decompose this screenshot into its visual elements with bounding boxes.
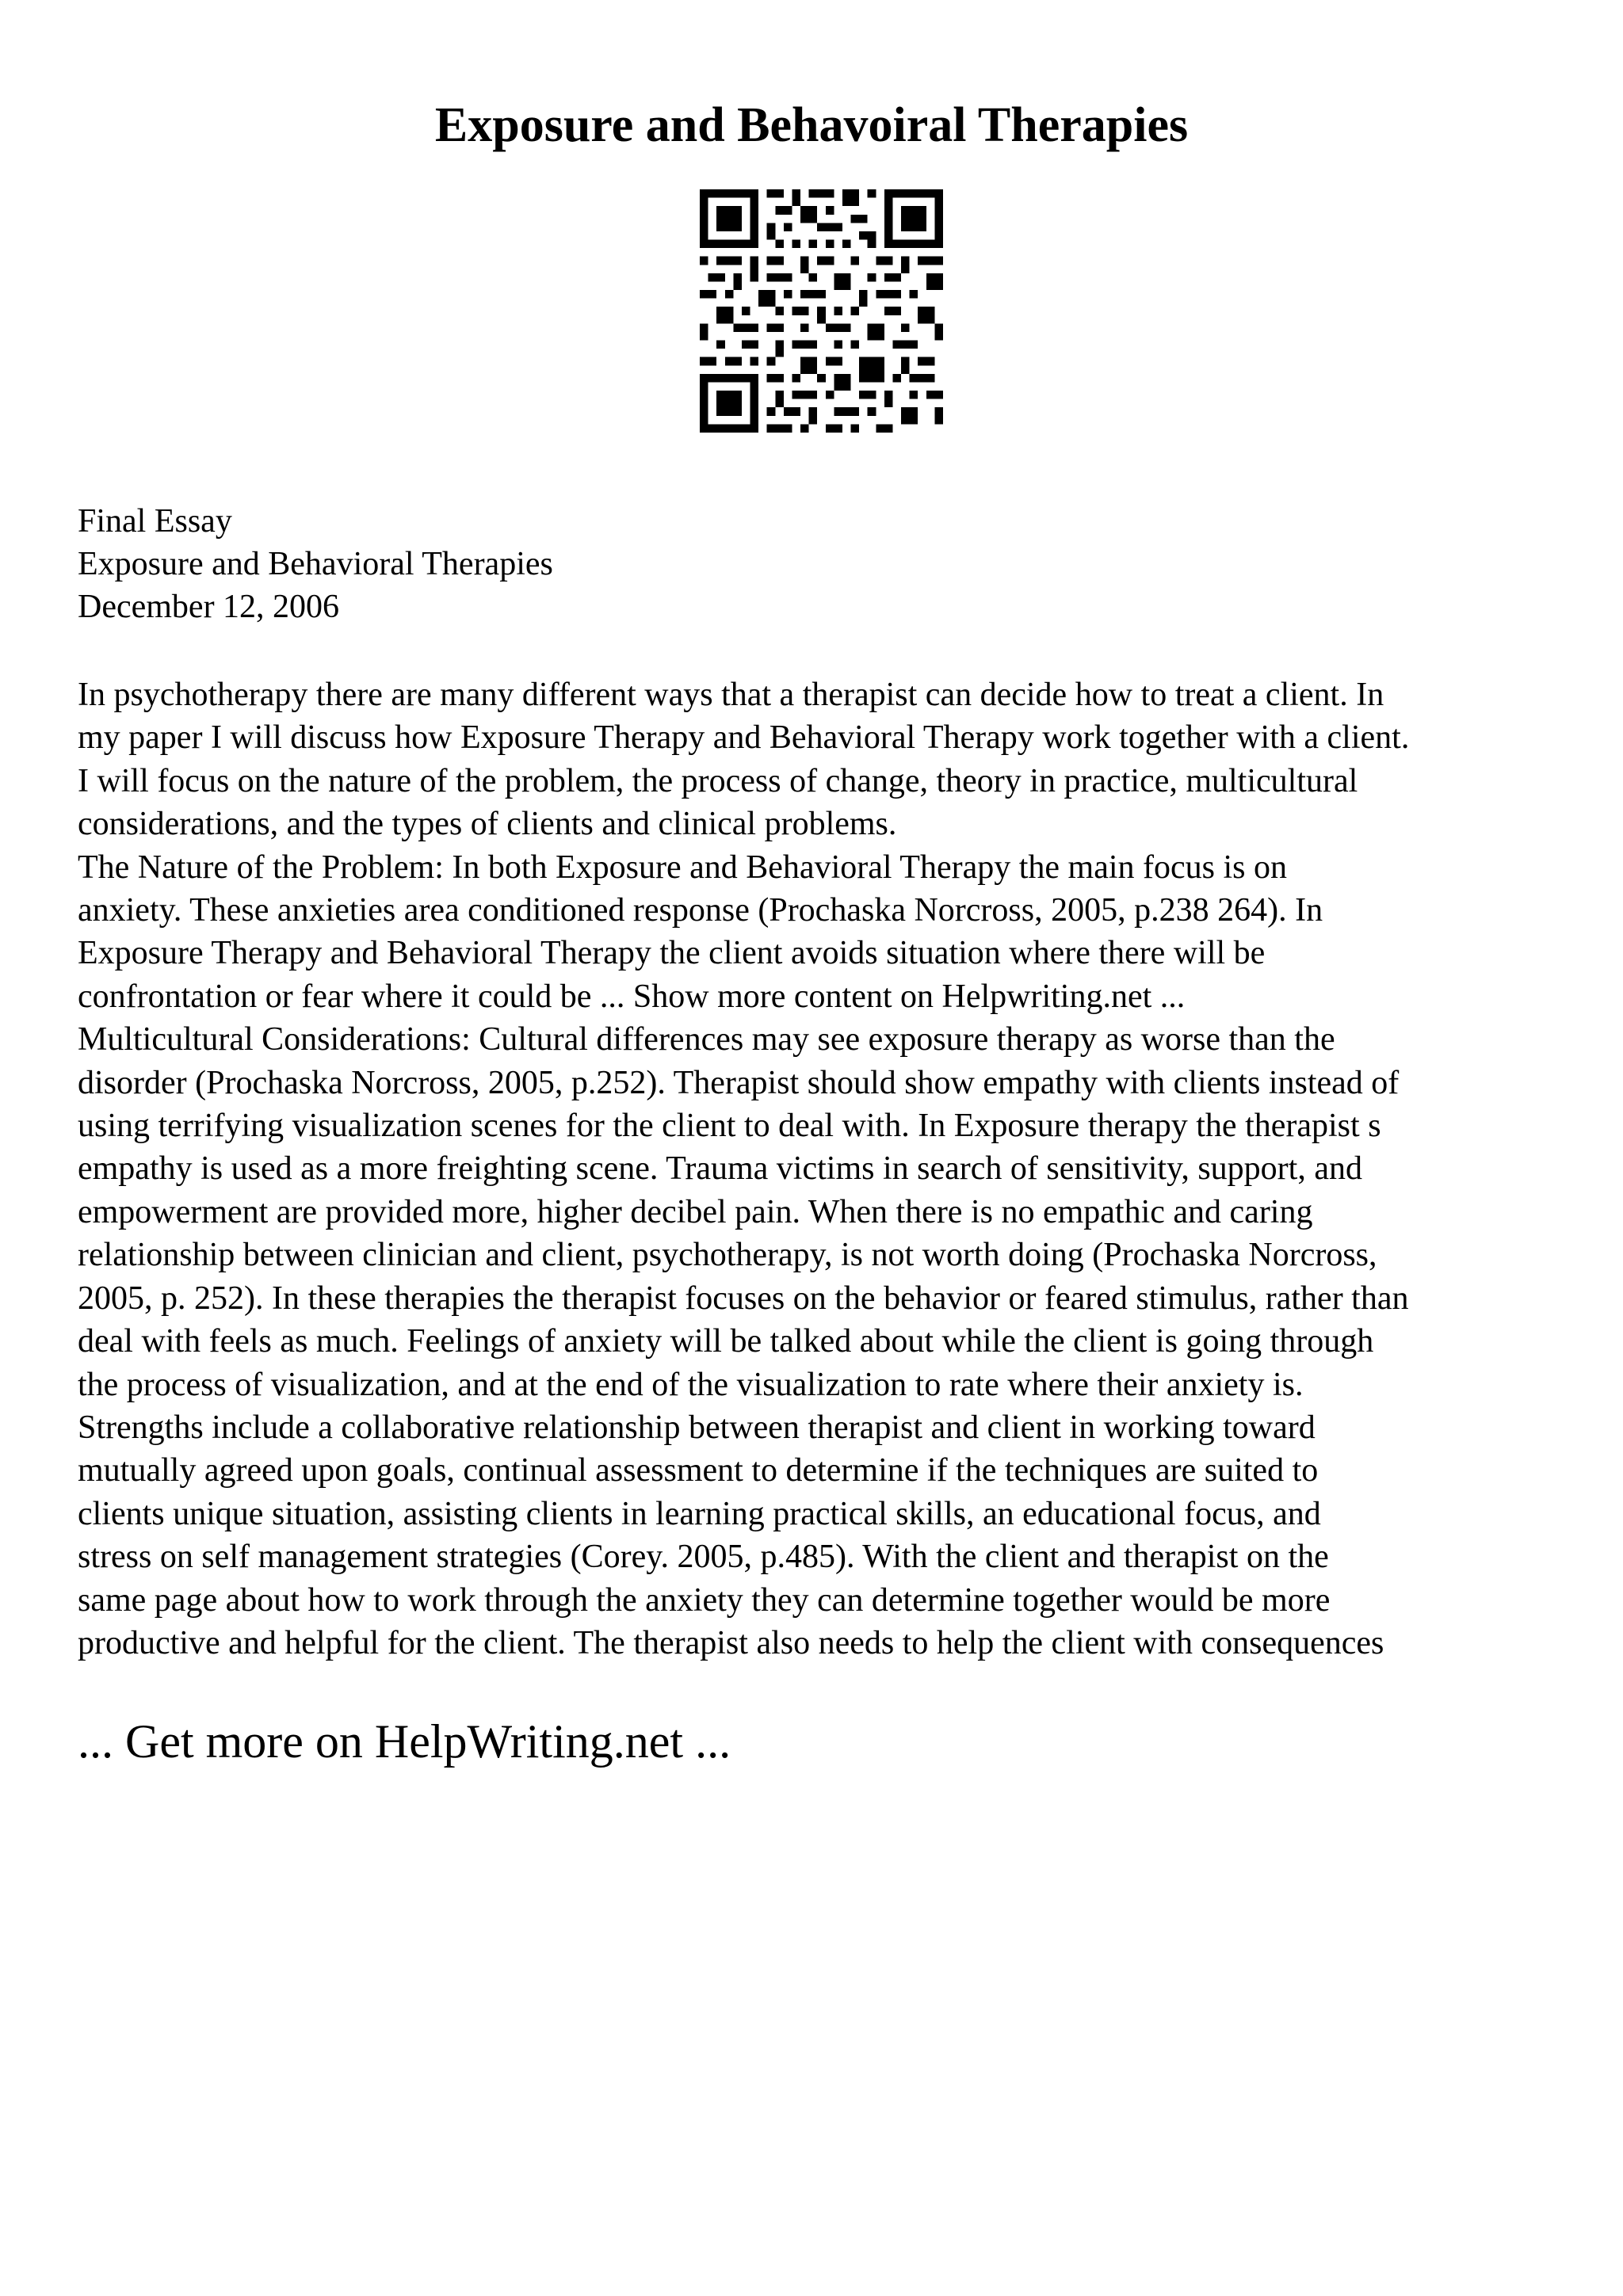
get-more-link[interactable]: ... Get more on HelpWriting.net ... xyxy=(78,1715,731,1768)
body-line: considerations, and the types of clients and clinical problems. xyxy=(78,806,897,843)
body-line: anxiety. These anxieties area conditioned response (Prochaska Norcross, 2005, p.238 264). In xyxy=(78,892,1323,929)
qr-code-icon xyxy=(700,189,943,433)
body-line: deal with feels as much. Feelings of anxiety will be talked about while the client is going through xyxy=(78,1323,1374,1360)
body-line: productive and helpful for the client. The therapist also needs to help the client with consequences xyxy=(78,1624,1384,1661)
body-line: Multicultural Considerations: Cultural differences may see exposure therapy as worse than the xyxy=(78,1021,1335,1058)
body-line: confrontation or fear where it could be ... Show more content on Helpwriting.net ... xyxy=(78,978,1186,1015)
body-line: clients unique situation, assisting clients in learning practical skills, an educational focus, and xyxy=(78,1495,1321,1532)
body-line: 2005, p. 252). In these therapies the therapist focuses on the behavior or feared stimulus, rather than xyxy=(78,1280,1409,1317)
body-line: empowerment are provided more, higher decibel pain. When there is no empathic and caring xyxy=(78,1193,1313,1230)
essay-date: December 12, 2006 xyxy=(78,589,340,625)
body-line: using terrifying visualization scenes for the client to deal with. In Exposure therapy the therapist s xyxy=(78,1108,1381,1145)
body-line: The Nature of the Problem: In both Exposure and Behavioral Therapy the main focus is on xyxy=(78,849,1287,886)
body-line: Exposure Therapy and Behavioral Therapy the client avoids situation where there will be xyxy=(78,935,1266,972)
body-line: the process of visualization, and at the end of the visualization to rate where their anxiety is. xyxy=(78,1366,1304,1403)
body-line: empathy is used as a more freighting scene. Trauma victims in search of sensitivity, support, and xyxy=(78,1150,1362,1188)
body-line: my paper I will discuss how Exposure Therapy and Behavioral Therapy work together with a client. xyxy=(78,719,1410,757)
document-title: Exposure and Behavoiral Therapies xyxy=(434,98,1189,152)
body-line: mutually agreed upon goals, continual assessment to determine if the techniques are suited to xyxy=(78,1452,1319,1489)
body-line: I will focus on the nature of the problem, the process of change, theory in practice, multicultural xyxy=(78,762,1358,799)
essay-type: Final Essay xyxy=(78,503,232,540)
body-line: Strengths include a collaborative relationship between therapist and client in working toward xyxy=(78,1409,1316,1446)
essay-header xyxy=(78,500,1552,628)
body-line: same page about how to work through the anxiety they can determine together would be more xyxy=(78,1581,1331,1619)
body-line: stress on self management strategies (Corey. 2005, p.485). With the client and therapist on the xyxy=(78,1539,1329,1576)
body-line: relationship between clinician and client, psychotherapy, is not worth doing (Prochaska Norcross, xyxy=(78,1237,1377,1274)
essay-body xyxy=(78,673,1583,1665)
essay-subject: Exposure and Behavioral Therapies xyxy=(78,546,553,582)
body-line: In psychotherapy there are many different ways that a therapist can decide how to treat a client. In xyxy=(78,677,1384,713)
body-line: disorder (Prochaska Norcross, 2005, p.252). Therapist should show empathy with clients instead of xyxy=(78,1064,1400,1101)
